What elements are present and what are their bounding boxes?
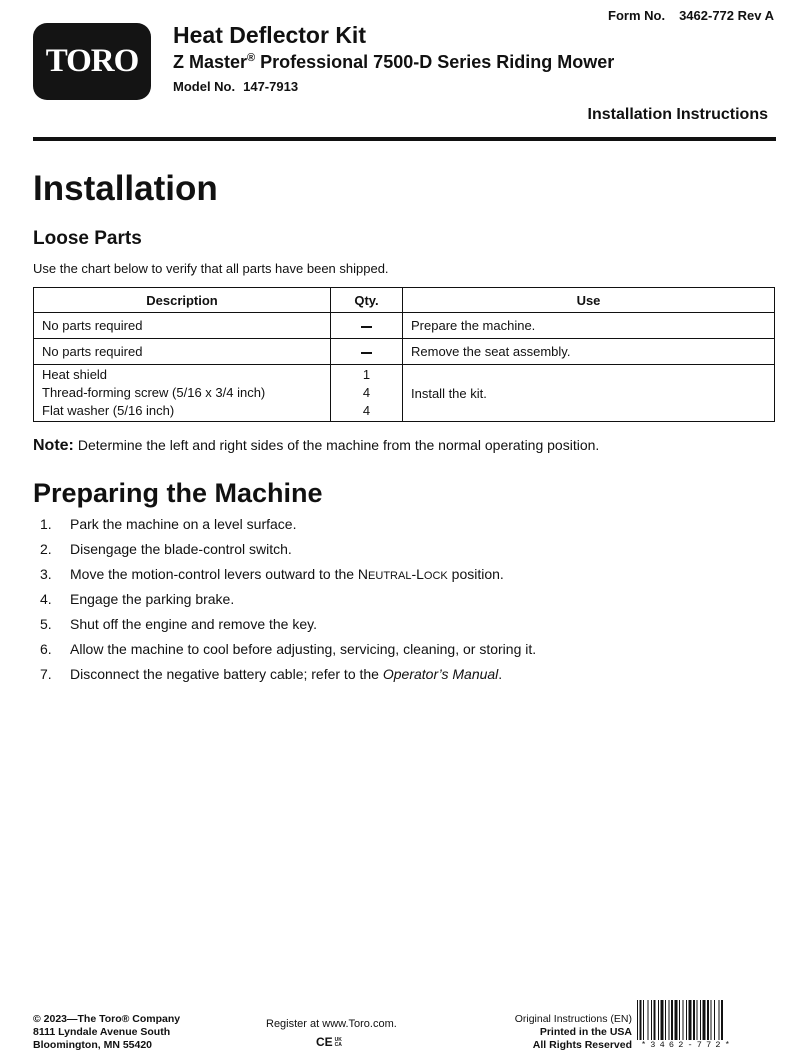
dash-qty xyxy=(361,352,372,354)
step-number: 2. xyxy=(40,541,52,557)
neutral-lock-term: NEUTRAL-LOCK xyxy=(357,566,448,582)
step-text-post: position. xyxy=(447,566,504,582)
note-label: Note: xyxy=(33,437,74,454)
address-line-2: Bloomington, MN 55420 xyxy=(33,1039,153,1051)
list-item xyxy=(40,513,536,538)
row-description xyxy=(34,365,331,422)
step-text: Park the machine on a level surface. xyxy=(70,516,297,532)
installation-heading: Installation xyxy=(33,169,218,208)
table-header-row xyxy=(34,288,775,313)
list-item xyxy=(40,563,536,588)
loose-parts-heading: Loose Parts xyxy=(33,228,142,249)
model-number xyxy=(173,79,298,94)
row-description: No parts required xyxy=(34,339,331,365)
form-value: 3462-772 Rev A xyxy=(679,8,774,23)
model-value: 147-7913 xyxy=(243,79,299,94)
model-label: Model No. xyxy=(173,79,236,94)
header-description: Description xyxy=(34,288,331,313)
ukca-mark: UK CA xyxy=(334,1036,342,1048)
logo-text: TORO xyxy=(45,43,139,79)
ce-ukca-marks xyxy=(316,1035,342,1049)
header-use: Use xyxy=(403,288,775,313)
step-text: Shut off the engine and remove the key. xyxy=(70,616,317,632)
note-text: Determine the left and right sides of the machine from the normal operating position. xyxy=(77,437,600,453)
product-name-pre: Z Master xyxy=(173,52,248,72)
step-text: Engage the parking brake. xyxy=(70,591,235,607)
row-qty xyxy=(331,313,403,339)
form-label: Form No. xyxy=(608,8,666,23)
form-number xyxy=(608,8,774,23)
step-text-pre: Move the motion-control levers outward to the xyxy=(70,566,358,582)
header-divider xyxy=(33,137,776,141)
list-item xyxy=(40,613,536,638)
loose-parts-table xyxy=(33,287,775,422)
product-name-post: Professional 7500-D Series Riding Mower xyxy=(255,52,615,72)
step-number: 3. xyxy=(40,566,52,582)
installation-instructions-label: Installation Instructions xyxy=(587,106,768,123)
list-item xyxy=(40,663,536,688)
qty-heat-shield: 1 xyxy=(362,367,371,382)
table-row xyxy=(34,313,775,339)
step-number: 7. xyxy=(40,666,52,682)
product-name xyxy=(173,52,614,73)
part-heat-shield: Heat shield xyxy=(42,367,108,382)
table-row xyxy=(34,365,775,422)
barcode-text: *3462-772* xyxy=(641,1040,735,1050)
part-thread-forming-screw: Thread-forming screw (5/16 x 3/4 inch) xyxy=(42,385,266,400)
step-text: Disengage the blade-control switch. xyxy=(70,541,292,557)
operators-manual-reference: Operator’s Manual xyxy=(382,666,499,682)
footer-company xyxy=(33,1013,180,1052)
step-number: 6. xyxy=(40,641,52,657)
row-use: Remove the seat assembly. xyxy=(403,339,775,365)
preparing-heading: Preparing the Machine xyxy=(33,478,323,508)
row-use: Prepare the machine. xyxy=(403,313,775,339)
loose-parts-intro: Use the chart below to verify that all parts have been shipped. xyxy=(33,261,389,276)
step-text-pre: Disconnect the negative battery cable; refer to the xyxy=(70,666,383,682)
part-flat-washer: Flat washer (5/16 inch) xyxy=(42,403,175,418)
register-text: Register at www.Toro.com. xyxy=(266,1018,397,1030)
row-description: No parts required xyxy=(34,313,331,339)
row-qty xyxy=(331,339,403,365)
registered-mark: ® xyxy=(247,52,256,64)
list-item xyxy=(40,638,536,663)
step-text: Allow the machine to cool before adjusting, servicing, cleaning, or storing it. xyxy=(70,641,537,657)
address-line-1: 8111 Lyndale Avenue South xyxy=(33,1026,171,1038)
step-number: 5. xyxy=(40,616,52,632)
rights-reserved: All Rights Reserved xyxy=(532,1039,632,1051)
table-row xyxy=(34,339,775,365)
row-use: Install the kit. xyxy=(403,365,775,422)
qty-flat-washer: 4 xyxy=(362,403,371,418)
toro-logo xyxy=(33,23,151,100)
note xyxy=(33,437,599,455)
ce-mark: CE xyxy=(316,1035,333,1049)
footer-publication xyxy=(515,1013,632,1052)
qty-thread-forming-screw: 4 xyxy=(362,385,371,400)
step-number: 1. xyxy=(40,516,52,532)
barcode-icon xyxy=(637,1000,775,1040)
list-item xyxy=(40,538,536,563)
step-number: 4. xyxy=(40,591,52,607)
dash-qty xyxy=(361,326,372,328)
copyright: © 2023—The Toro® Company xyxy=(33,1013,181,1025)
printed-in: Printed in the USA xyxy=(539,1026,632,1038)
preparing-steps xyxy=(40,513,536,688)
header-qty: Qty. xyxy=(331,288,403,313)
original-instructions: Original Instructions (EN) xyxy=(514,1013,632,1025)
row-qty xyxy=(331,365,403,422)
kit-title: Heat Deflector Kit xyxy=(173,22,366,48)
list-item xyxy=(40,588,536,613)
step-text-post: . xyxy=(498,666,503,682)
